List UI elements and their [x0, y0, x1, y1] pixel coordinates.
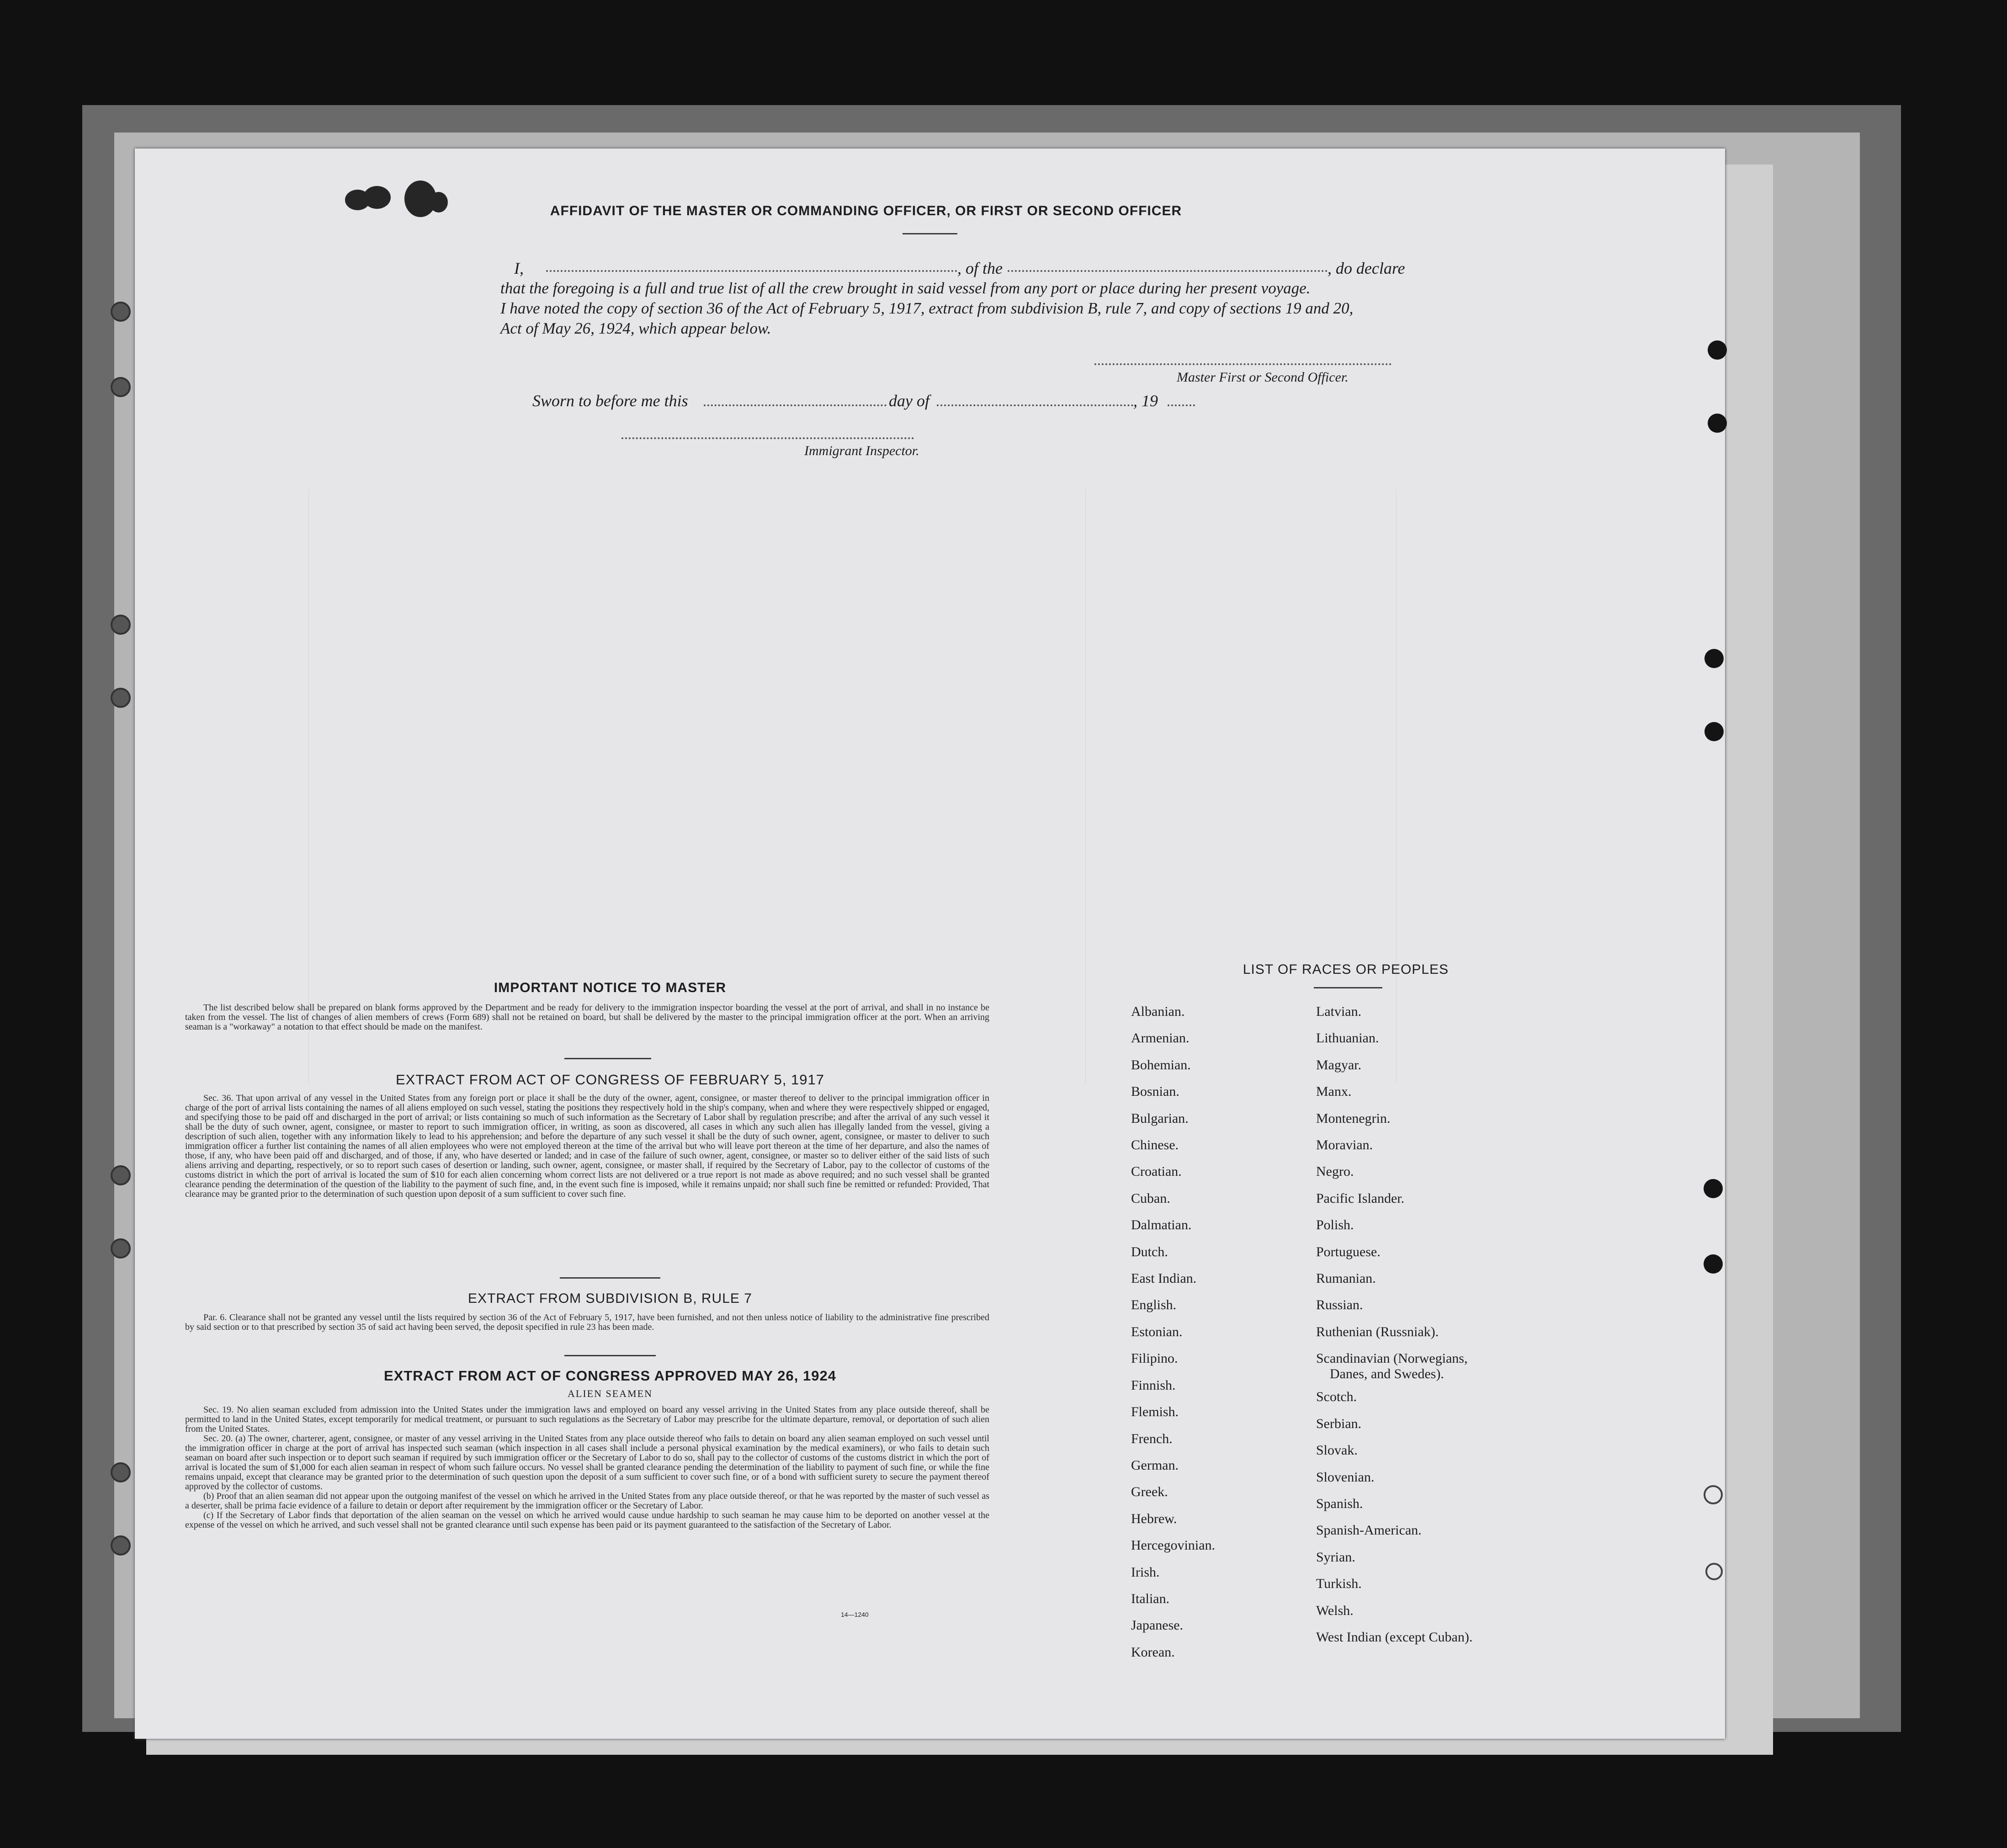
section-rule	[564, 1058, 651, 1059]
race-item: Magyar.	[1316, 1057, 1362, 1073]
race-item: Croatian.	[1131, 1164, 1182, 1179]
affidavit-line1-suffix: , do declare	[1327, 259, 1405, 277]
race-item: Negro.	[1316, 1164, 1354, 1179]
affidavit-line3: I have noted the copy of section 36 of the Act of February 5, 1917, extract from subdivision B, rule 7, and copy of sections 19 and 20,	[500, 299, 1354, 317]
extract-1924-text	[185, 1405, 989, 1530]
affidavit-line1-mid: , of the	[957, 259, 1003, 277]
subdivision-b-text: Par. 6. Clearance shall not be granted any vessel until the lists required by section 36 of the Act of February 5, 1917, have been furnished, and not then unless notice of liability to the administrative fine prescribed by said section or to that prescribed by section 35 of said act having been served, the deposit specified in rule 23 has been made.	[185, 1312, 989, 1332]
race-item: Rumanian.	[1316, 1271, 1376, 1286]
punch-hole	[1704, 1485, 1723, 1504]
sworn-suffix: , 19	[1133, 392, 1158, 410]
inspector-signature-field[interactable]	[621, 437, 914, 439]
extract-1917-title: EXTRACT FROM ACT OF CONGRESS OF FEBRUARY 5, 1917	[395, 1072, 825, 1088]
punch-hole	[111, 377, 131, 397]
race-item: Montenegrin.	[1316, 1110, 1391, 1126]
punch-hole	[1704, 649, 1724, 668]
vessel-field[interactable]	[1008, 270, 1327, 272]
affidavit-line2: that the foregoing is a full and true list of all the crew brought in said vessel from any port or place during her present voyage.	[500, 279, 1311, 297]
affidavit-title: AFFIDAVIT OF THE MASTER OR COMMANDING OFFICER, OR FIRST OR SECOND OFFICER	[550, 203, 1182, 218]
sec-19-text: Sec. 19. No alien seaman excluded from admission into the United States under the immigration laws and employed on board any vessel arriving in the United States from any place outside thereof, shall be permitted to land in the United States, except temporarily for medical treatment, or pursuant to such regulations as the Secretary of Labor may prescribe for the ultimate departure, removal, or deportation of such alien from the United States.	[185, 1405, 989, 1434]
punch-hole	[111, 1462, 131, 1482]
punch-hole	[111, 688, 131, 708]
title-rule	[903, 233, 957, 234]
sworn-month-field[interactable]	[937, 404, 1133, 406]
race-item: Filipino.	[1131, 1351, 1178, 1366]
subdivision-b-title: EXTRACT FROM SUBDIVISION B, RULE 7	[468, 1291, 752, 1306]
sec-20a-text: Sec. 20. (a) The owner, charterer, agent, consignee, or master of any vessel arriving in the United States from any place outside thereof who fails to detain on board any alien seaman employed on such vessel until the immigration officer in charge at the port of arrival has inspected such seaman (which inspection in all cases shall include a personal physical examination by the medical examiners), or who fails to detain such seaman on board after such inspection or to deport such seaman if required by such immigration officer or the Secretary of Labor to do so, shall pay to the collector of customs of the customs district in which the port of arrival is located the sum of $1,000 for each alien seaman in respect of whom such failure occurs. No vessel shall be granted clearance pending the determination of the liability to payment of such fine, or while the fine remains unpaid, except that clearance may be granted prior to the determination of such question upon the deposit of a sum sufficient to cover such fine, or of a bond with sufficient surety to secure the payment thereof approved by the collector of customs.	[185, 1434, 989, 1492]
punch-hole	[1705, 1563, 1723, 1580]
officer-signature-field[interactable]	[1094, 363, 1391, 365]
officer-caption: Master First or Second Officer.	[1177, 370, 1349, 385]
race-item: Greek.	[1131, 1484, 1168, 1500]
race-item: Slovak.	[1316, 1443, 1358, 1458]
race-item: Bohemian.	[1131, 1057, 1191, 1073]
sworn-day-field[interactable]	[704, 404, 887, 406]
race-item: Japanese.	[1131, 1618, 1184, 1633]
race-item: Syrian.	[1316, 1549, 1355, 1565]
race-item: Danes, and Swedes).	[1330, 1366, 1444, 1382]
race-item: Manx.	[1316, 1084, 1352, 1099]
races-rule	[1314, 987, 1382, 988]
races-column-2	[1316, 998, 1472, 1651]
race-item: Hercegovinian.	[1131, 1538, 1216, 1553]
section-rule	[564, 1355, 656, 1356]
extract-1917-text: Sec. 36. That upon arrival of any vessel in the United States from any foreign port or place it shall be the duty of the owner, agent, consignee, or master thereof to deliver to the principal immigration officer in charge of the port of arrival lists containing the names of all aliens employed on such vessel, stating the positions they respectively hold in the ship's company, when and where they were respectively shipped or engaged, and specifying those to be paid off and discharged in the port of arrival; or lists containing so much of such information as the Secretary of Labor shall by regulation prescribe; and after the arrival of any such vessel it shall be the duty of such owner, agent, consignee, or master to report to such immigration officer, in writing, as soon as discovered, all cases in which any such alien has illegally landed from the vessel, giving a description of such alien, together with any information likely to lead to his apprehension; and before the departure of any such vessel it shall be the duty of such owner, agent, consignee, or master to deliver to such immigration officer a further list containing the names of all alien employees who were not employed thereon at the time of the arrival but who will leave port thereon at the time of her departure, and also the names of those, if any, who have been paid off and discharged, and of those, if any, who have deserted or landed; and in case of the failure of such owner, agent, consignee, or master so to deliver either of the said lists of such aliens arriving and departing, respectively, or so to report such cases of desertion or landing, such owner, agent, consignee, or master shall, if required by the Secretary of Labor, pay to the collector of customs of the customs district in which the port of arrival is located the sum of $10 for each alien concerning whom correct lists are not delivered or a true report is not made as above required; and no such vessel shall be granted clearance pending the determination of the question of the liability to the payment of such fine, and, in the event such fine is imposed, while it remains unpaid; nor shall such fine be remitted or refunded: Provided, That clearance may be granted prior to the determination of such question upon deposit of a sum sufficient to cover such fine.	[185, 1093, 989, 1199]
race-item: Albanian.	[1131, 1004, 1185, 1019]
race-item: Spanish-American.	[1316, 1523, 1422, 1538]
races-title: LIST OF RACES OR PEOPLES	[1242, 962, 1449, 977]
punch-hole	[1708, 414, 1727, 433]
race-item: Slovenian.	[1316, 1469, 1375, 1485]
race-item: Scotch.	[1316, 1389, 1357, 1405]
race-item: Chinese.	[1131, 1137, 1179, 1153]
punch-hole	[111, 302, 131, 322]
race-item: Latvian.	[1316, 1004, 1362, 1019]
races-column-1	[1131, 998, 1215, 1666]
race-item: Scandinavian (Norwegians,	[1316, 1351, 1468, 1366]
race-item: Italian.	[1131, 1591, 1170, 1606]
race-item: Pacific Islander.	[1316, 1190, 1405, 1206]
race-item: Ruthenian (Russniak).	[1316, 1324, 1439, 1339]
ghost-rule	[1085, 489, 1086, 1083]
affidavit-line4: Act of May 26, 1924, which appear below.	[500, 319, 771, 337]
race-item: Turkish.	[1316, 1576, 1362, 1592]
race-item: English.	[1131, 1297, 1177, 1313]
punch-hole	[111, 1238, 131, 1259]
affidavit-line1-prefix: I,	[514, 259, 524, 277]
race-item: East Indian.	[1131, 1271, 1197, 1286]
extract-1924-title: EXTRACT FROM ACT OF CONGRESS APPROVED MAY 26, 1924	[384, 1368, 836, 1384]
race-item: West Indian (except Cuban).	[1316, 1629, 1473, 1645]
ink-blot	[363, 186, 391, 209]
race-item: Welsh.	[1316, 1603, 1354, 1618]
notice-text: The list described below shall be prepared on blank forms approved by the Department and be ready for delivery to the immigration inspector boarding the vessel at the port of arrival, and shall in no instance be taken from the vessel. The list of changes of alien members of crews (Form 689) shall not be retained on board, but shall be delivered by the master to the principal immigration officer at the port. When an arriving seaman is a "workaway" a notation to that effect should be made on the manifest.	[185, 1003, 989, 1032]
race-item: Lithuanian.	[1316, 1030, 1379, 1046]
race-item: Serbian.	[1316, 1416, 1362, 1431]
punch-hole	[1708, 340, 1727, 360]
race-item: Hebrew.	[1131, 1511, 1177, 1526]
race-item: Korean.	[1131, 1644, 1175, 1660]
race-item: Estonian.	[1131, 1324, 1183, 1339]
race-item: Armenian.	[1131, 1030, 1189, 1046]
sworn-mid: day of	[889, 392, 929, 410]
race-item: Flemish.	[1131, 1404, 1179, 1420]
race-item: Moravian.	[1316, 1137, 1373, 1153]
sworn-prefix: Sworn to before me this	[532, 392, 688, 410]
race-item: French.	[1131, 1431, 1173, 1446]
race-item: Dutch.	[1131, 1244, 1168, 1259]
notice-title: IMPORTANT NOTICE TO MASTER	[494, 980, 727, 995]
inspector-caption: Immigrant Inspector.	[804, 443, 919, 458]
race-item: Spanish.	[1316, 1496, 1363, 1511]
race-item: Cuban.	[1131, 1190, 1170, 1206]
ink-blot	[430, 192, 448, 212]
race-item: Bulgarian.	[1131, 1110, 1189, 1126]
sec-20b-text: (b) Proof that an alien seaman did not appear upon the outgoing manifest of the vessel on which he arrived in the United States from any place outside thereof, or that he was reported by the master of such vessel as a deserter, shall be prima facie evidence of a failure to detain or deport after requirement by the immigration officer or the Secretary of Labor.	[185, 1491, 989, 1511]
punch-hole	[111, 1535, 131, 1556]
punch-hole	[1704, 722, 1724, 741]
document-page	[135, 149, 1725, 1739]
punch-hole	[1704, 1179, 1723, 1198]
race-item: Polish.	[1316, 1217, 1354, 1233]
form-number: 14—1240	[841, 1611, 869, 1618]
punch-hole	[1704, 1254, 1723, 1274]
punch-hole	[111, 615, 131, 635]
race-item: Irish.	[1131, 1564, 1160, 1580]
race-item: Finnish.	[1131, 1377, 1176, 1393]
sworn-year-field[interactable]	[1168, 404, 1195, 406]
race-item: Dalmatian.	[1131, 1217, 1192, 1233]
extract-1924-subtitle: ALIEN SEAMEN	[568, 1388, 653, 1399]
race-item: Russian.	[1316, 1297, 1363, 1313]
section-rule	[560, 1277, 660, 1279]
name-field[interactable]	[546, 270, 957, 272]
race-item: Bosnian.	[1131, 1084, 1179, 1099]
race-item: German.	[1131, 1457, 1179, 1473]
race-item: Portuguese.	[1316, 1244, 1380, 1259]
sec-20c-text: (c) If the Secretary of Labor finds that deportation of the alien seaman on the vessel on which he arrived would cause undue hardship to such seaman he may cause him to be deported on another vessel at the expense of the vessel on which he arrived, and such vessel shall not be granted clearance until such expense has been paid or its payment guaranteed to the satisfaction of the Secretary of Labor.	[185, 1510, 989, 1530]
punch-hole	[111, 1165, 131, 1185]
